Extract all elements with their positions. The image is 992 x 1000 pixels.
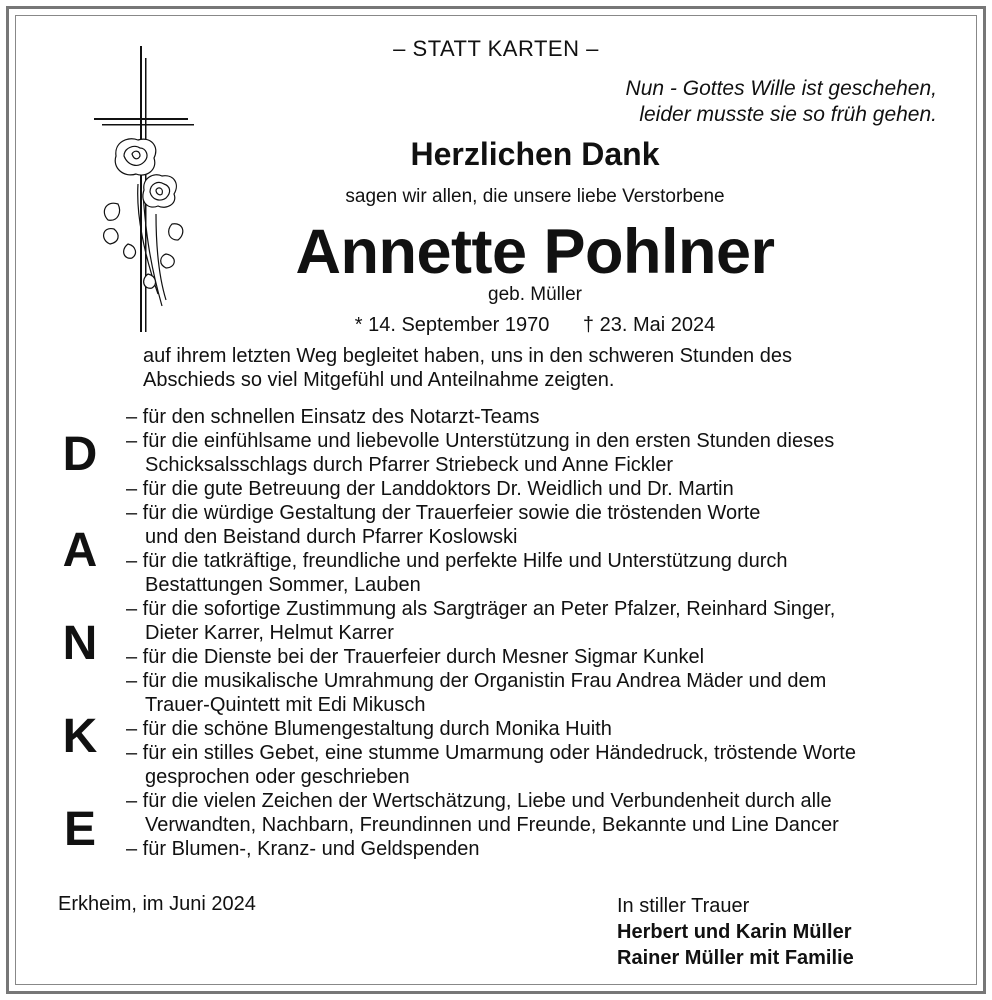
life-dates: [0, 314, 992, 337]
list-item: gesprochen oder geschrieben: [145, 766, 410, 788]
signature-block: [617, 893, 854, 971]
danke-letter: K: [62, 710, 98, 763]
deceased-name: Annette Pohlner: [295, 217, 775, 287]
family-name: Herbert und Karin Müller: [617, 921, 852, 943]
list-item: – für die sofortige Zustimmung als Sargträger an Peter Pfalzer, Reinhard Singer,: [126, 598, 836, 620]
danke-letter: E: [63, 803, 96, 856]
list-item: – für die würdige Gestaltung der Trauerfeier sowie die tröstenden Worte: [126, 502, 761, 524]
verse-line: leider musste sie so früh gehen.: [639, 103, 937, 126]
list-item: und den Beistand durch Pfarrer Koslowski: [145, 526, 518, 548]
intro-text: sagen wir allen, die unsere liebe Verstorbene: [345, 186, 725, 207]
danke-letter: N: [62, 617, 98, 670]
list-item: Trauer-Quintett mit Edi Mikusch: [145, 694, 426, 716]
verse: [560, 76, 937, 128]
list-item: – für die tatkräftige, freundliche und perfekte Hilfe und Unterstützung durch: [126, 550, 788, 572]
family-name: Rainer Müller mit Familie: [617, 947, 854, 969]
list-item: Verwandten, Nachbarn, Freundinnen und Freunde, Bekannte und Line Dancer: [145, 814, 839, 836]
place-date: Erkheim, im Juni 2024: [58, 893, 256, 915]
list-item: – für den schnellen Einsatz des Notarzt-Teams: [126, 406, 540, 428]
list-item: – für die gute Betreuung der Landdoktors Dr. Weidlich und Dr. Martin: [126, 478, 734, 500]
thanks-title: Herzlichen Dank: [410, 136, 660, 172]
body-line: Abschieds so viel Mitgefühl und Anteilnahme zeigten.: [143, 369, 615, 391]
maiden-name: geb. Müller: [488, 284, 582, 305]
list-item: – für die Dienste bei der Trauerfeier durch Mesner Sigmar Kunkel: [126, 646, 705, 668]
list-item: – für die vielen Zeichen der Wertschätzung, Liebe und Verbundenheit durch alle: [126, 790, 832, 812]
body-text: [143, 344, 792, 392]
danke-letter: A: [62, 524, 98, 577]
statt-karten-heading: – STATT KARTEN –: [393, 36, 599, 61]
death-date: † 23. Mai 2024: [582, 314, 716, 336]
list-item: Schicksalsschlags durch Pfarrer Striebeck und Anne Fickler: [145, 454, 674, 476]
list-item: – für die einfühlsame und liebevolle Unterstützung in den ersten Stunden dieses: [126, 430, 835, 452]
mourning-line: In stiller Trauer: [617, 895, 750, 917]
list-item: – für ein stilles Gebet, eine stumme Umarmung oder Händedruck, tröstende Worte: [126, 742, 856, 764]
verse-line: Nun - Gottes Wille ist geschehen,: [625, 77, 937, 100]
list-item: – für die musikalische Umrahmung der Organistin Frau Andrea Mäder und dem: [126, 670, 827, 692]
thanks-list: [126, 405, 856, 861]
body-line: auf ihrem letzten Weg begleitet haben, uns in den schweren Stunden des: [143, 345, 792, 367]
list-item: Bestattungen Sommer, Lauben: [145, 574, 421, 596]
list-item: – für Blumen-, Kranz- und Geldspenden: [126, 838, 480, 860]
birth-date: * 14. September 1970: [354, 314, 550, 336]
danke-letter: D: [62, 428, 98, 481]
list-item: Dieter Karrer, Helmut Karrer: [145, 622, 394, 644]
list-item: – für die schöne Blumengestaltung durch Monika Huith: [126, 718, 612, 740]
